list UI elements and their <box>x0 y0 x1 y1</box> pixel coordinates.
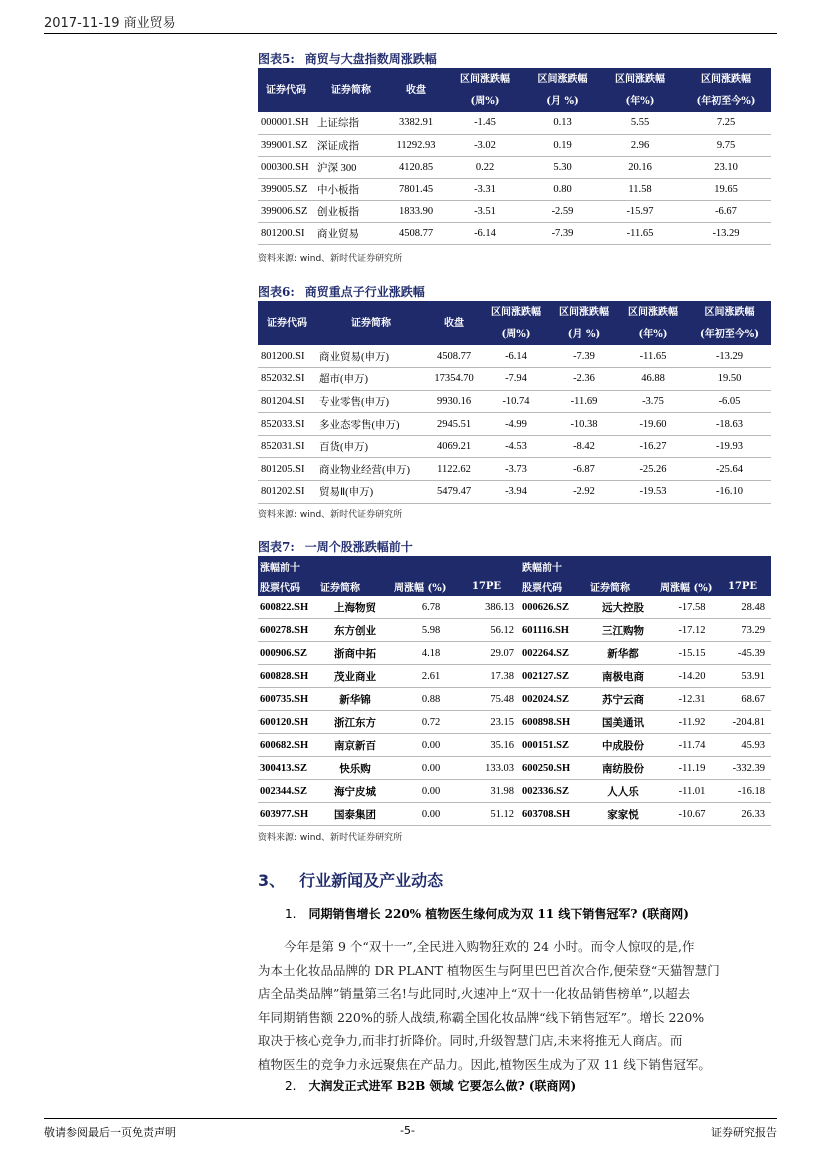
cell-name: 多业态零售(申万) <box>316 413 426 436</box>
cell-week: -3.31 <box>444 178 526 200</box>
table6-header-ytd: 区间涨跌幅 <box>688 301 771 323</box>
cell-year: -19.60 <box>618 413 688 436</box>
table5-caption-text: 商贸与大盘指数周涨跌幅 <box>304 52 437 66</box>
cell-loser-change: -10.67 <box>658 803 726 826</box>
cell-gainer-name: 浙商中拓 <box>318 642 392 665</box>
table-row <box>258 435 771 458</box>
cell-gainer-pe: 31.98 <box>470 780 520 803</box>
cell-name: 创业板指 <box>314 200 388 222</box>
table-row <box>258 734 771 757</box>
cell-gainer-pe: 35.16 <box>470 734 520 757</box>
table-row <box>258 711 771 734</box>
cell-gainer-name: 南京新百 <box>318 734 392 757</box>
table5-header-week: 区间涨跌幅 <box>444 68 526 90</box>
cell-code: 801204.SI <box>258 390 316 413</box>
cell-close: 2945.51 <box>426 413 482 436</box>
cell-close: 4120.85 <box>388 156 444 178</box>
cell-week: -6.14 <box>444 222 526 244</box>
cell-loser-change: -12.31 <box>658 688 726 711</box>
table-row <box>258 481 771 504</box>
cell-ytd: 19.50 <box>688 368 771 391</box>
cell-loser-code: 000151.SZ <box>520 734 588 757</box>
cell-gainer-name: 浙江东方 <box>318 711 392 734</box>
cell-ytd: -13.29 <box>681 222 771 244</box>
table7-caption-text: 一周个股涨跌幅前十 <box>304 540 413 554</box>
cell-code: 801205.SI <box>258 458 316 481</box>
cell-gainer-code: 600278.SH <box>258 619 318 642</box>
cell-month: -2.92 <box>550 481 618 504</box>
cell-loser-name: 新华都 <box>588 642 658 665</box>
cell-loser-pe: 26.33 <box>726 803 771 826</box>
cell-gainer-pe: 51.12 <box>470 803 520 826</box>
cell-gainer-name: 国泰集团 <box>318 803 392 826</box>
table-row <box>258 619 771 642</box>
cell-name: 贸易Ⅱ(申万) <box>316 481 426 504</box>
table-row <box>258 757 771 780</box>
table-row <box>258 178 771 200</box>
cell-gainer-change: 0.00 <box>392 734 470 757</box>
cell-loser-change: -17.58 <box>658 596 726 619</box>
table6-caption-tag: 图表6: <box>258 285 295 299</box>
header-divider <box>44 33 777 34</box>
cell-name: 超市(申万) <box>316 368 426 391</box>
cell-month: -2.59 <box>526 200 599 222</box>
table5-subheader-ytd: (年初至今%) <box>681 90 771 112</box>
cell-month: -10.38 <box>550 413 618 436</box>
table7-header-name-left: 证券简称 <box>318 576 392 596</box>
table-row <box>258 642 771 665</box>
news1-line: 今年是第 9 个“双十一”,全民进入购物狂欢的 24 小时。而令人惊叹的是,作 <box>284 939 695 954</box>
cell-loser-name: 南极电商 <box>588 665 658 688</box>
cell-code: 399001.SZ <box>258 134 314 156</box>
cell-month: 0.80 <box>526 178 599 200</box>
cell-loser-code: 002336.SZ <box>520 780 588 803</box>
cell-year: -15.97 <box>599 200 681 222</box>
cell-name: 沪深 300 <box>314 156 388 178</box>
cell-gainer-code: 600735.SH <box>258 688 318 711</box>
cell-code: 801200.SI <box>258 222 314 244</box>
cell-gainer-code: 000906.SZ <box>258 642 318 665</box>
cell-gainer-change: 6.78 <box>392 596 470 619</box>
cell-code: 399006.SZ <box>258 200 314 222</box>
cell-name: 深证成指 <box>314 134 388 156</box>
cell-gainer-code: 600682.SH <box>258 734 318 757</box>
cell-year: -16.27 <box>618 435 688 458</box>
cell-code: 852033.SI <box>258 413 316 436</box>
cell-close: 4508.77 <box>426 345 482 368</box>
cell-gainer-name: 东方创业 <box>318 619 392 642</box>
cell-week: -3.94 <box>482 481 550 504</box>
cell-year: 2.96 <box>599 134 681 156</box>
table6-header-week: 区间涨跌幅 <box>482 301 550 323</box>
cell-week: -10.74 <box>482 390 550 413</box>
cell-loser-pe: -332.39 <box>726 757 771 780</box>
cell-gainer-change: 4.18 <box>392 642 470 665</box>
cell-code: 000001.SH <box>258 112 314 134</box>
table-row <box>258 156 771 178</box>
cell-loser-name: 苏宁云商 <box>588 688 658 711</box>
cell-gainer-change: 5.98 <box>392 619 470 642</box>
cell-loser-code: 600898.SH <box>520 711 588 734</box>
cell-year: -3.75 <box>618 390 688 413</box>
cell-gainer-code: 600822.SH <box>258 596 318 619</box>
table5-header-ytd: 区间涨跌幅 <box>681 68 771 90</box>
cell-loser-change: -14.20 <box>658 665 726 688</box>
cell-gainer-name: 快乐购 <box>318 757 392 780</box>
cell-year: -11.65 <box>618 345 688 368</box>
news1-line: 年同期销售额 220%的骄人战绩,称霸全国化妆品牌“线下销售冠军”。增长 220% <box>258 1009 705 1025</box>
news1-heading <box>285 905 689 922</box>
cell-name: 商业贸易(申万) <box>316 345 426 368</box>
news1-line: 为本土化妆品品牌的 DR PLANT 植物医生与阿里巴巴首次合作,便荣登“天猫智慧门 <box>258 962 720 978</box>
cell-loser-pe: 45.93 <box>726 734 771 757</box>
cell-week: -3.51 <box>444 200 526 222</box>
cell-week: -4.53 <box>482 435 550 458</box>
table7-header-change-right: 周涨幅 (%) <box>658 576 726 596</box>
cell-loser-pe: -45.39 <box>726 642 771 665</box>
cell-name: 上证综指 <box>314 112 388 134</box>
cell-ytd: -6.67 <box>681 200 771 222</box>
cell-loser-pe: -16.18 <box>726 780 771 803</box>
cell-loser-name: 三江购物 <box>588 619 658 642</box>
cell-gainer-name: 新华锦 <box>318 688 392 711</box>
cell-gainer-change: 0.00 <box>392 780 470 803</box>
cell-gainer-pe: 75.48 <box>470 688 520 711</box>
cell-week: -3.02 <box>444 134 526 156</box>
table6-header-month: 区间涨跌幅 <box>550 301 618 323</box>
cell-gainer-code: 600120.SH <box>258 711 318 734</box>
table7-group-gainers: 涨幅前十 <box>258 556 520 576</box>
cell-year: -11.65 <box>599 222 681 244</box>
cell-gainer-pe: 386.13 <box>470 596 520 619</box>
cell-month: -8.42 <box>550 435 618 458</box>
table6-header-name: 证券简称 <box>316 301 426 345</box>
cell-close: 1122.62 <box>426 458 482 481</box>
table5-header-name: 证券简称 <box>314 68 388 112</box>
table-row <box>258 368 771 391</box>
cell-year: 5.55 <box>599 112 681 134</box>
table-row <box>258 134 771 156</box>
cell-ytd: -6.05 <box>688 390 771 413</box>
cell-month: 0.19 <box>526 134 599 156</box>
news1-line: 取决于核心竞争力,而非打折降价。同时,升级智慧门店,未来将推无人商店。而 <box>258 1033 683 1048</box>
table7-caption <box>258 538 413 555</box>
cell-close: 1833.90 <box>388 200 444 222</box>
cell-close: 5479.47 <box>426 481 482 504</box>
table6-caption <box>258 283 425 300</box>
cell-loser-code: 002127.SZ <box>520 665 588 688</box>
table6 <box>258 301 771 504</box>
cell-gainer-pe: 17.38 <box>470 665 520 688</box>
table5-header-month: 区间涨跌幅 <box>526 68 599 90</box>
cell-loser-code: 002024.SZ <box>520 688 588 711</box>
table6-caption-text: 商贸重点子行业涨跌幅 <box>304 285 425 299</box>
footer-disclaimer: 敬请参阅最后一页免责声明 <box>44 1126 176 1139</box>
cell-gainer-code: 002344.SZ <box>258 780 318 803</box>
cell-week: -3.73 <box>482 458 550 481</box>
cell-month: 5.30 <box>526 156 599 178</box>
cell-close: 17354.70 <box>426 368 482 391</box>
table7-caption-tag: 图表7: <box>258 540 295 554</box>
table6-subheader-month: (月 %) <box>550 323 618 345</box>
cell-gainer-code: 603977.SH <box>258 803 318 826</box>
cell-code: 000300.SH <box>258 156 314 178</box>
cell-gainer-change: 0.88 <box>392 688 470 711</box>
cell-loser-change: -11.92 <box>658 711 726 734</box>
table-row <box>258 596 771 619</box>
cell-loser-code: 600250.SH <box>520 757 588 780</box>
cell-ytd: -25.64 <box>688 458 771 481</box>
cell-close: 7801.45 <box>388 178 444 200</box>
cell-year: 20.16 <box>599 156 681 178</box>
cell-loser-name: 远大控股 <box>588 596 658 619</box>
table7-header-pe-left: 17PE <box>470 576 520 596</box>
table7-header-code-right: 股票代码 <box>520 576 588 596</box>
cell-week: 0.22 <box>444 156 526 178</box>
cell-gainer-pe: 133.03 <box>470 757 520 780</box>
cell-name: 百货(申万) <box>316 435 426 458</box>
table-row <box>258 112 771 134</box>
cell-gainer-name: 海宁皮城 <box>318 780 392 803</box>
table6-subheader-week: (周%) <box>482 323 550 345</box>
cell-loser-code: 000626.SZ <box>520 596 588 619</box>
cell-year: -25.26 <box>618 458 688 481</box>
cell-month: 0.13 <box>526 112 599 134</box>
news1-line: 植物医生的竞争力永远聚焦在产品力。因此,植物医生成为了双 11 线下销售冠军。 <box>258 1056 711 1072</box>
cell-close: 11292.93 <box>388 134 444 156</box>
table6-source: 资料来源: wind、新时代证券研究所 <box>258 510 403 520</box>
table-row <box>258 665 771 688</box>
table-row <box>258 458 771 481</box>
table5-header-close: 收盘 <box>388 68 444 112</box>
cell-loser-change: -11.74 <box>658 734 726 757</box>
footer-page-number: -5- <box>400 1124 415 1137</box>
cell-ytd: -19.93 <box>688 435 771 458</box>
news2-heading <box>285 1077 576 1094</box>
cell-year: -19.53 <box>618 481 688 504</box>
cell-week: -4.99 <box>482 413 550 436</box>
footer-report-type: 证券研究报告 <box>711 1126 777 1139</box>
cell-ytd: 7.25 <box>681 112 771 134</box>
news1-line: 店全品类品牌”销量第三名!与此同时,火速冲上“双十一化妆品销售榜单”,以超去 <box>258 986 691 1001</box>
news1-title: 同期销售增长 220% 植物医生缘何成为双 11 线下销售冠军? (联商网) <box>308 907 689 921</box>
cell-close: 4069.21 <box>426 435 482 458</box>
cell-ytd: 9.75 <box>681 134 771 156</box>
table5-caption-tag: 图表5: <box>258 52 295 66</box>
table5-subheader-month: (月 %) <box>526 90 599 112</box>
cell-loser-change: -11.01 <box>658 780 726 803</box>
table5 <box>258 68 771 245</box>
cell-gainer-code: 600828.SH <box>258 665 318 688</box>
cell-loser-pe: 73.29 <box>726 619 771 642</box>
table-row <box>258 413 771 436</box>
cell-loser-pe: 28.48 <box>726 596 771 619</box>
footer-divider <box>44 1118 777 1119</box>
cell-loser-name: 南纺股份 <box>588 757 658 780</box>
table7-header-pe-right: 17PE <box>726 576 771 596</box>
table7-group-losers: 跌幅前十 <box>520 556 771 576</box>
cell-year: 46.88 <box>618 368 688 391</box>
table-row <box>258 803 771 826</box>
cell-year: 11.58 <box>599 178 681 200</box>
cell-month: -11.69 <box>550 390 618 413</box>
cell-gainer-pe: 56.12 <box>470 619 520 642</box>
cell-name: 专业零售(申万) <box>316 390 426 413</box>
cell-gainer-pe: 29.07 <box>470 642 520 665</box>
cell-code: 852031.SI <box>258 435 316 458</box>
cell-gainer-pe: 23.15 <box>470 711 520 734</box>
table-row <box>258 200 771 222</box>
table6-header-code: 证券代码 <box>258 301 316 345</box>
cell-ytd: 19.65 <box>681 178 771 200</box>
cell-week: -6.14 <box>482 345 550 368</box>
table5-subheader-year: (年%) <box>599 90 681 112</box>
news2-number: 2. <box>285 1079 297 1093</box>
table7-header-name-right: 证券简称 <box>588 576 658 596</box>
cell-loser-name: 国美通讯 <box>588 711 658 734</box>
table7 <box>258 556 771 826</box>
cell-gainer-change: 0.00 <box>392 757 470 780</box>
cell-gainer-change: 0.00 <box>392 803 470 826</box>
cell-month: -2.36 <box>550 368 618 391</box>
table-row <box>258 345 771 368</box>
cell-ytd: -13.29 <box>688 345 771 368</box>
cell-close: 3382.91 <box>388 112 444 134</box>
table6-header-year: 区间涨跌幅 <box>618 301 688 323</box>
table7-source: 资料来源: wind、新时代证券研究所 <box>258 833 403 843</box>
cell-month: -6.87 <box>550 458 618 481</box>
table-row <box>258 688 771 711</box>
cell-loser-pe: 53.91 <box>726 665 771 688</box>
cell-loser-code: 601116.SH <box>520 619 588 642</box>
cell-loser-code: 603708.SH <box>520 803 588 826</box>
table-row <box>258 780 771 803</box>
cell-gainer-code: 300413.SZ <box>258 757 318 780</box>
cell-loser-name: 家家悦 <box>588 803 658 826</box>
cell-ytd: 23.10 <box>681 156 771 178</box>
table7-header-change-left: 周涨幅 (%) <box>392 576 470 596</box>
cell-name: 中小板指 <box>314 178 388 200</box>
table-row <box>258 222 771 244</box>
cell-gainer-change: 2.61 <box>392 665 470 688</box>
table-row <box>258 390 771 413</box>
table6-subheader-year: (年%) <box>618 323 688 345</box>
section-title: 行业新闻及产业动态 <box>299 871 444 890</box>
table6-header-close: 收盘 <box>426 301 482 345</box>
report-header: 2017-11-19 商业贸易 <box>44 16 176 31</box>
cell-month: -7.39 <box>550 345 618 368</box>
cell-close: 4508.77 <box>388 222 444 244</box>
cell-week: -1.45 <box>444 112 526 134</box>
section-number: 3、 <box>258 871 286 890</box>
table5-source: 资料来源: wind、新时代证券研究所 <box>258 254 403 264</box>
cell-code: 399005.SZ <box>258 178 314 200</box>
cell-loser-change: -15.15 <box>658 642 726 665</box>
table6-subheader-ytd: (年初至今%) <box>688 323 771 345</box>
cell-month: -7.39 <box>526 222 599 244</box>
cell-name: 商业物业经营(申万) <box>316 458 426 481</box>
cell-close: 9930.16 <box>426 390 482 413</box>
cell-gainer-name: 上海物贸 <box>318 596 392 619</box>
news1-body <box>258 935 773 1076</box>
cell-code: 801202.SI <box>258 481 316 504</box>
news1-number: 1. <box>285 907 297 921</box>
cell-name: 商业贸易 <box>314 222 388 244</box>
cell-loser-change: -11.19 <box>658 757 726 780</box>
section-heading <box>258 868 457 891</box>
cell-loser-change: -17.12 <box>658 619 726 642</box>
news2-title: 大润发正式进军 B2B 领域 它要怎么做? (联商网) <box>308 1079 577 1093</box>
cell-loser-pe: 68.67 <box>726 688 771 711</box>
table5-header-year: 区间涨跌幅 <box>599 68 681 90</box>
cell-ytd: -16.10 <box>688 481 771 504</box>
cell-week: -7.94 <box>482 368 550 391</box>
cell-loser-pe: -204.81 <box>726 711 771 734</box>
cell-code: 801200.SI <box>258 345 316 368</box>
table7-header-code-left: 股票代码 <box>258 576 318 596</box>
cell-gainer-name: 茂业商业 <box>318 665 392 688</box>
cell-loser-name: 人人乐 <box>588 780 658 803</box>
cell-gainer-change: 0.72 <box>392 711 470 734</box>
cell-loser-name: 中成股份 <box>588 734 658 757</box>
table5-caption <box>258 50 437 67</box>
cell-code: 852032.SI <box>258 368 316 391</box>
cell-ytd: -18.63 <box>688 413 771 436</box>
cell-loser-code: 002264.SZ <box>520 642 588 665</box>
table5-subheader-week: (周%) <box>444 90 526 112</box>
table5-header-code: 证券代码 <box>258 68 314 112</box>
